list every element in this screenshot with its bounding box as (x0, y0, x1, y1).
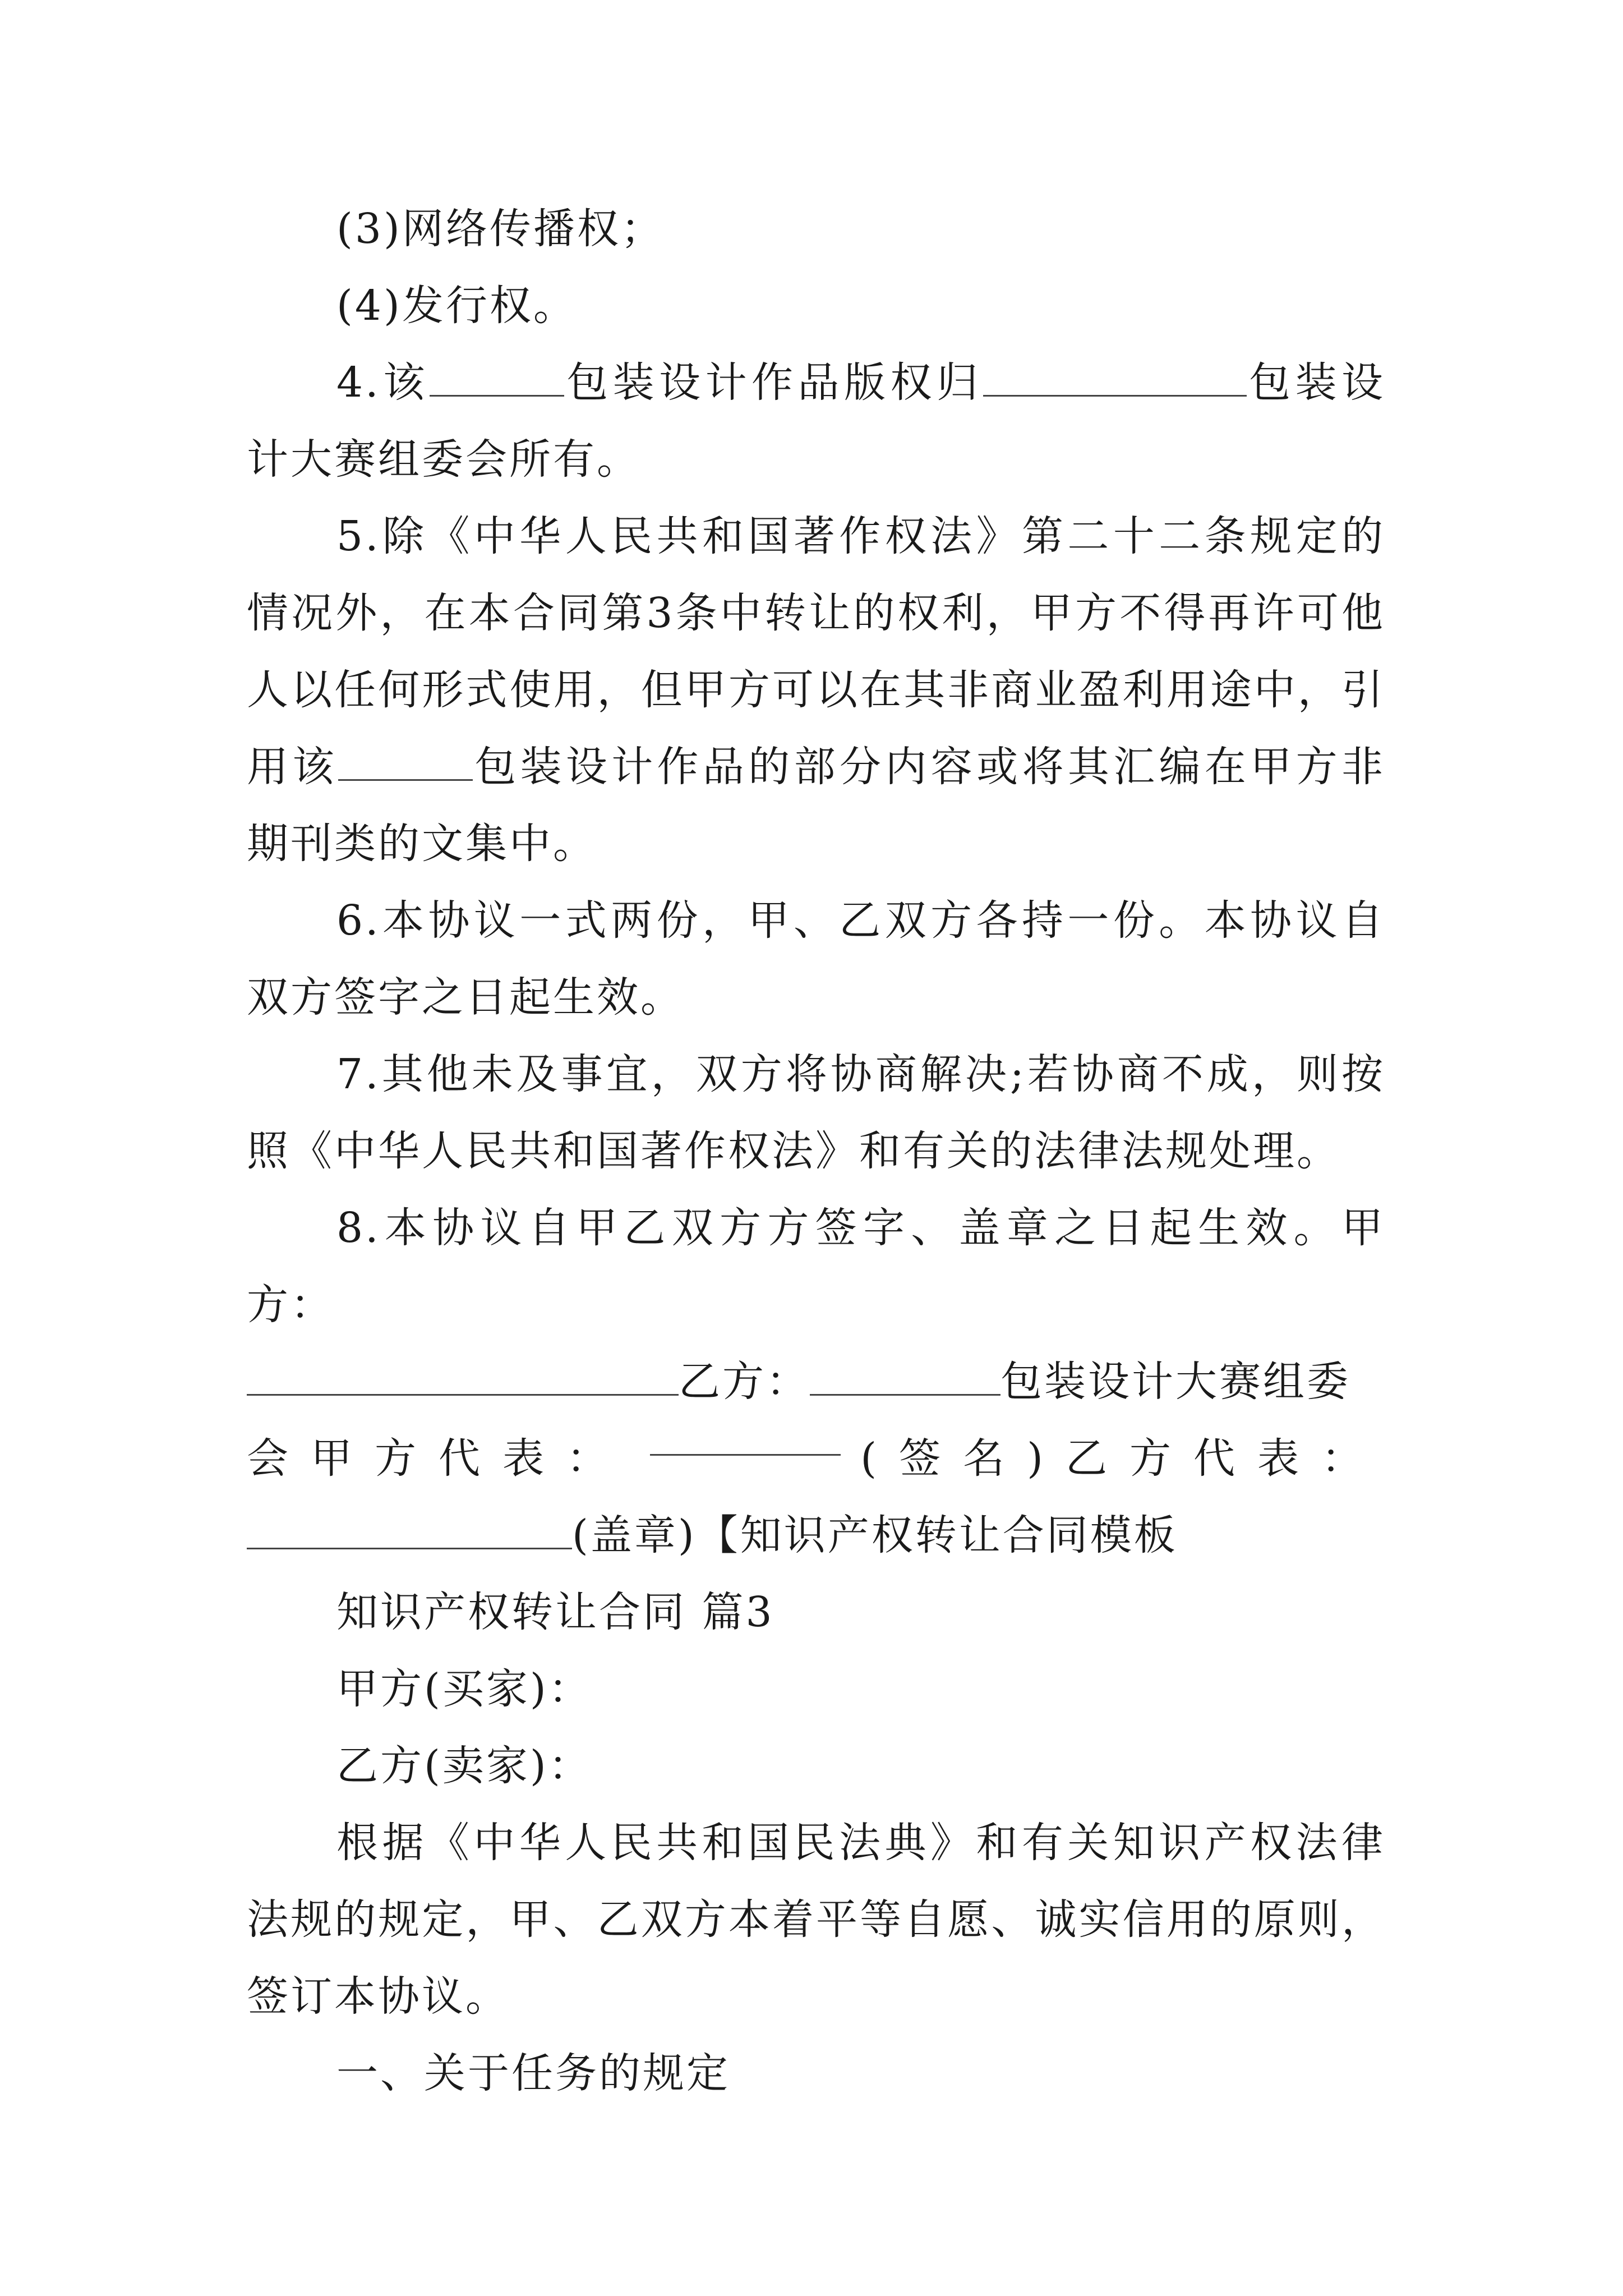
blank-line (810, 1360, 1000, 1396)
clause-8-text-f: (盖章)【知识产权转让合同模板 (572, 1511, 1178, 1559)
clause-8-line-3 (247, 1420, 1385, 1497)
document-body (247, 191, 1385, 2112)
clause-8-text-a: 8.本协议自甲乙双方方签字、盖章之日起生效。甲方： (247, 1204, 1385, 1329)
section-heading-text: 知识产权转让合同 篇3 (336, 1588, 774, 1636)
clause-5 (247, 498, 1385, 882)
clause-3-3-text: (3)网络传播权； (336, 205, 665, 253)
clause-5-text-b: 包装设计作品的部分内容或将其汇编在甲方非期刊类的文集中。 (247, 743, 1386, 868)
clause-7-text: 7.其他未及事宜，双方将协商解决;若协商不成，则按照《中华人民共和国著作权法》和有关的法律法规处理。 (247, 1050, 1385, 1175)
clause-8-text-e: (签名)乙方代表： (860, 1434, 1385, 1483)
section-1-title (247, 2035, 1385, 2112)
clause-8-line-2 (247, 1343, 1385, 1420)
clause-7 (247, 1036, 1385, 1190)
blank-line (247, 1514, 572, 1549)
party-b (247, 1728, 1385, 1805)
blank-line (338, 746, 473, 781)
blank-line (983, 361, 1247, 397)
party-a (247, 1651, 1385, 1728)
clause-4 (247, 344, 1385, 498)
intro-paragraph (247, 1805, 1385, 2035)
clause-3-4-text: (4)发行权。 (336, 282, 577, 330)
blank-line (430, 361, 564, 397)
clause-3-3 (247, 191, 1385, 268)
intro-text: 根据《中华人民共和国民法典》和有关知识产权法律法规的规定，甲、乙双方本着平等自愿、诚实信用的原则，签订本协议。 (247, 1819, 1385, 2021)
clause-4-text-b: 包装设计作品版权归 (564, 358, 983, 407)
clause-8-line-4 (247, 1497, 1385, 1574)
blank-line (247, 1360, 679, 1396)
clause-8 (247, 1190, 1385, 1343)
party-a-text: 甲方(买家)： (336, 1665, 592, 1713)
clause-4-text-a: 4.该 (336, 358, 430, 407)
clause-3-4 (247, 268, 1385, 344)
clause-8-text-c: 包装设计大赛组委 (1000, 1358, 1350, 1406)
clause-8-text-b: 乙方： (679, 1358, 810, 1406)
clause-5-text-a: 5.除《中华人民共和国著作权法》第二十二条规定的情况外，在本合同第3条中转让的权利，甲方不得再许可他人以任何形式使用，但甲方可以在其非商业盈利用途中，引用该 (247, 512, 1385, 791)
blank-line (650, 1420, 841, 1456)
party-b-text: 乙方(卖家)： (336, 1742, 592, 1790)
section-heading (247, 1574, 1385, 1651)
clause-4-text-c: 包装设计大赛组委会所有。 (247, 358, 1386, 484)
section-1-text: 一、关于任务的规定 (336, 2049, 730, 2097)
clause-6 (247, 882, 1385, 1036)
clause-8-text-d: 会甲方代表： (247, 1434, 630, 1483)
clause-6-text: 6.本协议一式两份，甲、乙双方各持一份。本协议自双方签字之日起生效。 (247, 896, 1385, 1022)
